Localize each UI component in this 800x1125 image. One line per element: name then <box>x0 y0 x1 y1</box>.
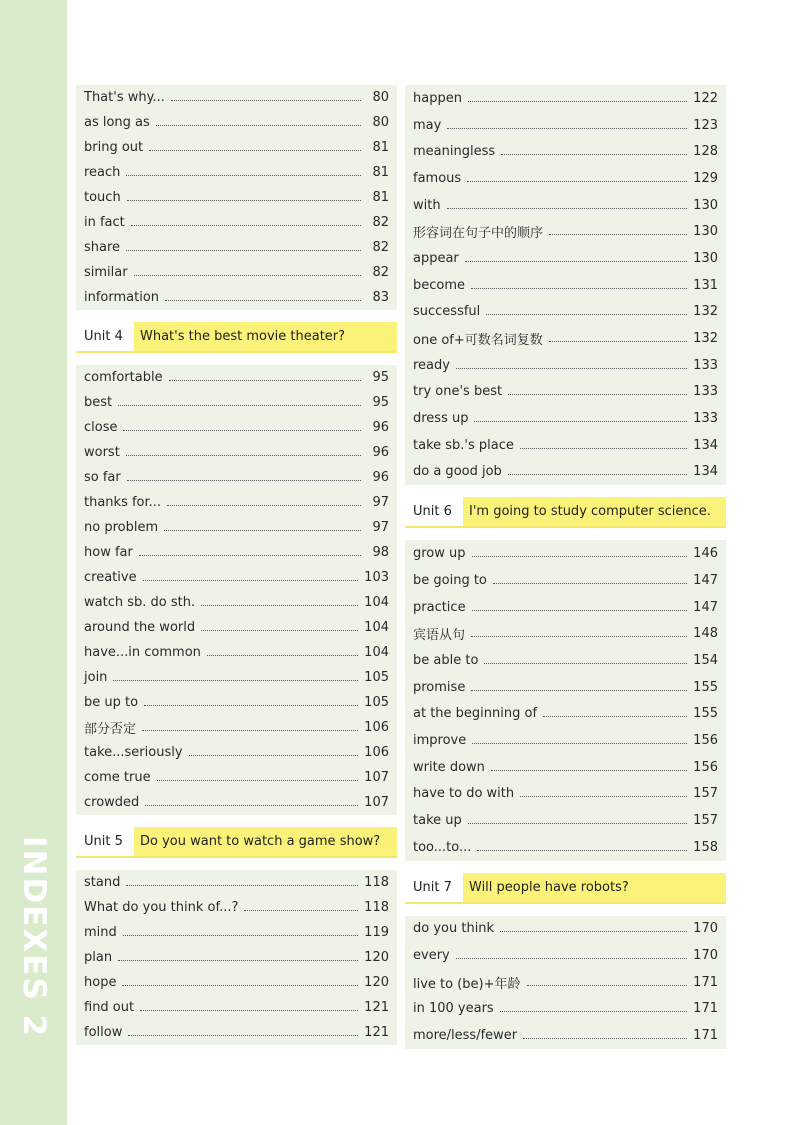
entry-page-number: 130 <box>693 197 718 213</box>
dot-leader <box>465 261 687 262</box>
entry-term: follow <box>84 1025 123 1040</box>
entry-term: hope <box>84 975 117 990</box>
dot-leader <box>123 430 361 431</box>
index-entry <box>405 138 726 165</box>
entry-term: dress up <box>413 411 469 427</box>
entry-term: come true <box>84 770 151 785</box>
dot-leader <box>520 448 687 449</box>
index-entry <box>76 870 397 895</box>
index-entry <box>405 459 726 486</box>
dot-leader <box>491 770 687 771</box>
entry-page-number: 171 <box>693 1001 718 1017</box>
dot-leader <box>468 823 687 824</box>
entry-term: too...to... <box>413 839 472 855</box>
entry-term: ready <box>413 357 450 373</box>
dot-leader <box>164 530 361 531</box>
entry-term: What do you think of...? <box>84 900 239 915</box>
entry-term: 部分否定 <box>84 722 137 737</box>
index-block <box>405 540 726 860</box>
index-entry <box>76 440 397 465</box>
unit-header <box>405 873 726 904</box>
entry-page-number: 155 <box>693 679 718 695</box>
dot-leader <box>139 555 361 556</box>
entry-page-number: 105 <box>364 670 389 685</box>
index-entry <box>76 590 397 615</box>
dot-leader <box>500 1011 687 1012</box>
entry-term: bring out <box>84 140 144 155</box>
index-entry <box>76 895 397 920</box>
entry-page-number: 81 <box>372 140 389 155</box>
index-entry <box>405 969 726 996</box>
index-block <box>76 85 397 310</box>
dot-leader <box>131 225 361 226</box>
entry-term: happen <box>413 90 462 106</box>
unit-title: What's the best movie theater? <box>134 322 397 351</box>
dot-leader <box>126 455 361 456</box>
entry-term: practice <box>413 599 466 615</box>
entry-term: successful <box>413 304 481 320</box>
entry-page-number: 103 <box>364 570 389 585</box>
entry-page-number: 132 <box>693 331 718 347</box>
entry-page-number: 82 <box>372 215 389 230</box>
entry-page-number: 130 <box>693 250 718 266</box>
dot-leader <box>143 580 359 581</box>
index-entry <box>76 565 397 590</box>
entry-term: watch sb. do sth. <box>84 595 196 610</box>
entry-term: comfortable <box>84 370 163 385</box>
entry-term: no problem <box>84 520 159 535</box>
entry-page-number: 96 <box>372 420 389 435</box>
dot-leader <box>142 730 358 731</box>
entry-page-number: 134 <box>693 437 718 453</box>
dot-leader <box>126 175 361 176</box>
entry-term: with <box>413 197 441 213</box>
dot-leader <box>122 985 358 986</box>
entry-term: at the beginning of <box>413 706 538 722</box>
index-entry <box>405 325 726 352</box>
index-entry <box>405 700 726 727</box>
index-entry <box>405 916 726 943</box>
dot-leader <box>156 125 361 126</box>
entry-page-number: 95 <box>372 370 389 385</box>
index-entry <box>405 647 726 674</box>
index-entry <box>76 185 397 210</box>
right-column <box>405 85 726 1049</box>
index-entry <box>76 285 397 310</box>
entry-term: crowded <box>84 795 140 810</box>
dot-leader <box>201 630 358 631</box>
entry-page-number: 80 <box>372 115 389 130</box>
dot-leader <box>520 796 687 797</box>
index-entry <box>405 540 726 567</box>
entry-page-number: 134 <box>693 464 718 480</box>
entry-page-number: 147 <box>693 572 718 588</box>
entry-page-number: 82 <box>372 240 389 255</box>
entry-term: promise <box>413 679 466 695</box>
dot-leader <box>508 394 687 395</box>
entry-term: join <box>84 670 108 685</box>
index-entry <box>76 235 397 260</box>
index-entry <box>405 218 726 245</box>
index-entry <box>405 432 726 459</box>
entry-page-number: 118 <box>364 900 389 915</box>
entry-term: mind <box>84 925 117 940</box>
dot-leader <box>486 314 687 315</box>
dot-leader <box>456 368 687 369</box>
entry-page-number: 132 <box>693 304 718 320</box>
entry-term: That's why... <box>84 90 165 105</box>
index-entry <box>405 996 726 1023</box>
index-entry <box>76 970 397 995</box>
entry-term: in fact <box>84 215 125 230</box>
entry-term: share <box>84 240 121 255</box>
index-entry <box>405 754 726 781</box>
entry-page-number: 106 <box>364 720 389 735</box>
entry-page-number: 119 <box>364 925 389 940</box>
dot-leader <box>447 128 687 129</box>
unit-title: Do you want to watch a game show? <box>134 827 397 856</box>
index-entry <box>405 807 726 834</box>
entry-page-number: 107 <box>364 770 389 785</box>
entry-term: take...seriously <box>84 745 183 760</box>
entry-page-number: 104 <box>364 595 389 610</box>
entry-term: 形容词在句子中的顺序 <box>413 226 544 242</box>
entry-page-number: 120 <box>364 950 389 965</box>
entry-page-number: 133 <box>693 411 718 427</box>
index-entry <box>405 85 726 112</box>
entry-page-number: 104 <box>364 645 389 660</box>
dot-leader <box>474 421 687 422</box>
entry-term: become <box>413 277 466 293</box>
unit-header <box>76 827 397 858</box>
index-entry <box>76 210 397 235</box>
dot-leader <box>118 405 361 406</box>
entry-term: thanks for... <box>84 495 162 510</box>
entry-page-number: 80 <box>372 90 389 105</box>
dot-leader <box>471 288 687 289</box>
entry-page-number: 118 <box>364 875 389 890</box>
dot-leader <box>472 556 688 557</box>
entry-term: 宾语从句 <box>413 628 466 644</box>
entry-page-number: 105 <box>364 695 389 710</box>
index-entry <box>76 135 397 160</box>
index-entry <box>76 765 397 790</box>
entry-term: do you think <box>413 921 495 937</box>
dot-leader <box>127 200 361 201</box>
dot-leader <box>126 250 361 251</box>
entry-page-number: 95 <box>372 395 389 410</box>
dot-leader <box>189 755 359 756</box>
dot-leader <box>167 505 361 506</box>
entry-page-number: 121 <box>364 1000 389 1015</box>
dot-leader <box>472 610 688 611</box>
entry-page-number: 81 <box>372 165 389 180</box>
unit-header <box>405 497 726 528</box>
index-entry <box>76 690 397 715</box>
dot-leader <box>472 743 687 744</box>
entry-term: information <box>84 290 160 305</box>
entry-term: worst <box>84 445 120 460</box>
entry-page-number: 148 <box>693 626 718 642</box>
entry-term: stand <box>84 875 121 890</box>
index-entry <box>76 740 397 765</box>
index-entry <box>76 85 397 110</box>
entry-page-number: 156 <box>693 732 718 748</box>
dot-leader <box>126 885 358 886</box>
index-entry <box>405 942 726 969</box>
dot-leader <box>484 663 687 664</box>
entry-term: write down <box>413 759 485 775</box>
dot-leader <box>477 850 687 851</box>
index-entry <box>76 260 397 285</box>
dot-leader <box>140 1010 358 1011</box>
dot-leader <box>501 154 687 155</box>
entry-term: may <box>413 117 442 133</box>
entry-page-number: 158 <box>693 839 718 855</box>
dot-leader <box>549 341 687 342</box>
dot-leader <box>149 150 361 151</box>
dot-leader <box>508 474 687 475</box>
entry-page-number: 170 <box>693 921 718 937</box>
entry-page-number: 98 <box>372 545 389 560</box>
dot-leader <box>549 234 687 235</box>
index-entry <box>405 781 726 808</box>
entry-page-number: 133 <box>693 357 718 373</box>
index-entry <box>405 379 726 406</box>
entry-term: best <box>84 395 113 410</box>
entry-term: live to (be)+年龄 <box>413 976 521 992</box>
dot-leader <box>165 300 361 301</box>
index-entry <box>405 594 726 621</box>
index-entry <box>76 390 397 415</box>
dot-leader <box>169 380 361 381</box>
entry-term: be going to <box>413 572 487 588</box>
entry-term: touch <box>84 190 121 205</box>
unit-title: I'm going to study computer science. <box>463 497 726 526</box>
entry-page-number: 96 <box>372 470 389 485</box>
entry-term: close <box>84 420 118 435</box>
entry-page-number: 106 <box>364 745 389 760</box>
entry-term: around the world <box>84 620 196 635</box>
index-block <box>405 85 726 485</box>
dot-leader <box>113 680 358 681</box>
entry-page-number: 157 <box>693 786 718 802</box>
entry-term: improve <box>413 732 467 748</box>
dot-leader <box>171 100 361 101</box>
index-entry <box>76 995 397 1020</box>
index-entry <box>76 160 397 185</box>
index-entry <box>405 567 726 594</box>
dot-leader <box>468 101 687 102</box>
entry-page-number: 104 <box>364 620 389 635</box>
index-entry <box>405 272 726 299</box>
index-entry <box>405 405 726 432</box>
dot-leader <box>145 805 358 806</box>
index-entry <box>76 490 397 515</box>
entry-term: take up <box>413 813 462 829</box>
index-entry <box>76 665 397 690</box>
entry-page-number: 122 <box>693 90 718 106</box>
entry-term: one of+可数名词复数 <box>413 333 543 349</box>
entry-term: try one's best <box>413 384 503 400</box>
index-entry <box>405 192 726 219</box>
entry-term: be able to <box>413 652 479 668</box>
index-entry <box>76 945 397 970</box>
unit-label: Unit 5 <box>76 827 134 856</box>
entry-page-number: 120 <box>364 975 389 990</box>
dot-leader <box>118 960 358 961</box>
entry-page-number: 171 <box>693 974 718 990</box>
dot-leader <box>123 935 358 936</box>
entry-term: have to do with <box>413 786 515 802</box>
entry-term: creative <box>84 570 137 585</box>
entry-page-number: 155 <box>693 706 718 722</box>
entry-page-number: 170 <box>693 948 718 964</box>
entry-term: so far <box>84 470 121 485</box>
entry-term: as long as <box>84 115 150 130</box>
entry-page-number: 146 <box>693 546 718 562</box>
entry-term: have...in common <box>84 645 201 660</box>
index-entry <box>76 1020 397 1045</box>
unit-label: Unit 4 <box>76 322 134 351</box>
entry-term: appear <box>413 250 459 266</box>
entry-page-number: 96 <box>372 445 389 460</box>
index-entry <box>76 110 397 135</box>
entry-term: be up to <box>84 695 139 710</box>
dot-leader <box>471 636 687 637</box>
index-entry <box>76 540 397 565</box>
entry-term: how far <box>84 545 133 560</box>
entry-page-number: 131 <box>693 277 718 293</box>
entry-page-number: 107 <box>364 795 389 810</box>
dot-leader <box>134 275 361 276</box>
index-entry <box>76 465 397 490</box>
dot-leader <box>207 655 358 656</box>
entry-page-number: 157 <box>693 813 718 829</box>
index-entry <box>76 640 397 665</box>
entry-page-number: 129 <box>693 170 718 186</box>
index-entry <box>405 299 726 326</box>
unit-title: Will people have robots? <box>463 873 726 902</box>
dot-leader <box>456 958 687 959</box>
entry-page-number: 123 <box>693 117 718 133</box>
entry-page-number: 81 <box>372 190 389 205</box>
dot-leader <box>500 931 687 932</box>
dot-leader <box>157 780 359 781</box>
dot-leader <box>127 480 361 481</box>
entry-term: grow up <box>413 546 466 562</box>
dot-leader <box>471 690 687 691</box>
dot-leader <box>447 208 688 209</box>
entry-page-number: 121 <box>364 1025 389 1040</box>
left-column <box>76 85 397 1045</box>
index-entry <box>405 620 726 647</box>
entry-term: meaningless <box>413 144 496 160</box>
entry-term: take sb.'s place <box>413 437 514 453</box>
entry-term: find out <box>84 1000 135 1015</box>
entry-page-number: 97 <box>372 495 389 510</box>
index-entry <box>405 245 726 272</box>
entry-term: every <box>413 948 450 964</box>
index-entry <box>405 834 726 861</box>
entry-page-number: 133 <box>693 384 718 400</box>
index-entry <box>405 727 726 754</box>
index-entry <box>405 165 726 192</box>
dot-leader <box>128 1035 358 1036</box>
entry-page-number: 82 <box>372 265 389 280</box>
dot-leader <box>201 605 358 606</box>
entry-page-number: 171 <box>693 1028 718 1044</box>
index-entry <box>76 715 397 740</box>
index-entry <box>405 112 726 139</box>
dot-leader <box>523 1038 687 1039</box>
index-entry <box>76 790 397 815</box>
dot-leader <box>543 716 687 717</box>
entry-term: in 100 years <box>413 1001 494 1017</box>
entry-page-number: 97 <box>372 520 389 535</box>
index-block <box>76 365 397 815</box>
dot-leader <box>144 705 358 706</box>
entry-term: famous <box>413 170 462 186</box>
side-label: INDEXES 2 <box>16 836 52 1039</box>
entry-term: similar <box>84 265 128 280</box>
unit-label: Unit 6 <box>405 497 463 526</box>
unit-label: Unit 7 <box>405 873 463 902</box>
entry-page-number: 156 <box>693 759 718 775</box>
entry-term: reach <box>84 165 121 180</box>
index-entry <box>76 415 397 440</box>
entry-page-number: 128 <box>693 144 718 160</box>
entry-term: do a good job <box>413 464 502 480</box>
entry-page-number: 83 <box>372 290 389 305</box>
index-block <box>405 916 726 1049</box>
index-entry <box>405 674 726 701</box>
entry-term: plan <box>84 950 113 965</box>
index-block <box>76 870 397 1045</box>
dot-leader <box>244 910 358 911</box>
entry-page-number: 154 <box>693 652 718 668</box>
entry-page-number: 130 <box>693 224 718 240</box>
dot-leader <box>493 583 687 584</box>
index-entry <box>76 920 397 945</box>
entry-term: more/less/fewer <box>413 1028 518 1044</box>
entry-page-number: 147 <box>693 599 718 615</box>
index-entry <box>76 515 397 540</box>
dot-leader <box>527 985 688 986</box>
dot-leader <box>467 181 687 182</box>
unit-header <box>76 322 397 353</box>
index-entry <box>405 1022 726 1049</box>
index-entry <box>76 615 397 640</box>
index-entry <box>76 365 397 390</box>
index-entry <box>405 352 726 379</box>
